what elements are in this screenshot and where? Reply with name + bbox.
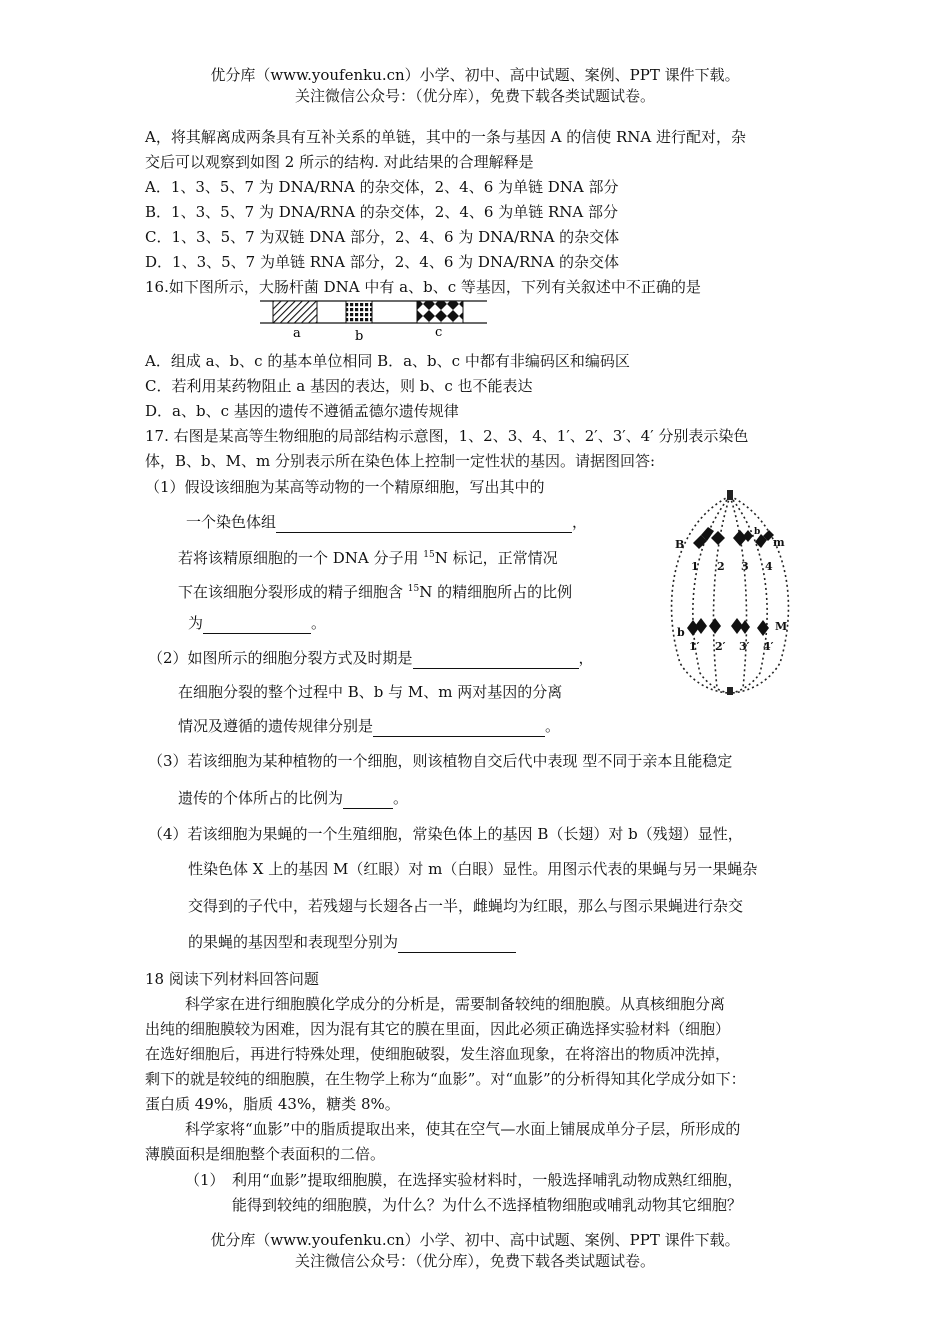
chrom-num-3p: 3′ (739, 640, 750, 653)
q15-option-b: B．1、3、5、7 为 DNA/RNA 的杂交体，2、4、6 为单链 RNA 部分 (145, 203, 618, 221)
q18-para1-line5: 蛋白质 49%，脂质 43%，糖类 8%。 (145, 1095, 400, 1113)
top-centrosome (727, 490, 733, 500)
q17-part3-b (178, 787, 408, 809)
footer-line-1: 优分库（www.youfenku.cn）小学、初中、高中试题、案例、PPT 课件下载。 (210, 1231, 740, 1249)
q18-title: 18 阅读下列材料回答问题 (145, 970, 319, 988)
q15-option-d: D．1、3、5、7 为单链 RNA 部分，2、4、6 为 DNA/RNA 的杂交体 (145, 253, 619, 271)
q17-part3-a: （3）若该细胞为某种植物的一个细胞，则该植物自交后代中表现 型不同于亲本且能稳定 (148, 752, 733, 770)
stable-ratio-blank[interactable] (343, 792, 393, 809)
q17-part1-c-pre: 若将该精原细胞的一个 DNA 分子用 (178, 549, 424, 567)
q17-part1-d-sup: 15 (407, 584, 420, 594)
q17-part4-d (188, 931, 516, 953)
q17-part1-d-pre: 下在该细胞分裂形成的精子细胞含 (178, 583, 408, 601)
q17-part4-c: 交得到的子代中，若残翅与长翅各占一半，雌蝇均为红眼，那么与图示果蝇进行杂交 (188, 897, 744, 915)
q17-part2-a-end: ， (578, 649, 594, 667)
q17-part2-b: 在细胞分裂的整个过程中 B、b 与 M、m 两对基因的分离 (178, 683, 563, 701)
ratio-blank[interactable] (203, 617, 311, 634)
q17-part4-a: （4）若该细胞为果蝇的一个生殖细胞，常染色体上的基因 B（长翅）对 b（残翅）显性， (148, 825, 743, 843)
chrom-num-1p: 1′ (689, 640, 700, 653)
gene-M-label: M (775, 620, 788, 633)
footer-line-2: 关注微信公众号：（优分库），免费下载各类试题试卷。 (294, 1252, 655, 1270)
q16-stem: 16.如下图所示，大肠杆菌 DNA 中有 a、b、c 等基因，下列有关叙述中不正确的是 (145, 278, 701, 296)
q17-part2-c (178, 715, 560, 737)
chromosome-set-blank[interactable] (276, 516, 572, 533)
q18-para2-line2: 薄膜面积是细胞整个表面积的二倍。 (145, 1145, 386, 1163)
q18-para1-line2: 出纯的细胞膜较为困难，因为混有其它的膜在里面，因此必须正确选择实验材料（细胞） (145, 1020, 731, 1038)
q17-part1-c-post: N 标记，正常情况 (434, 549, 558, 567)
q17-part2-c-end: 。 (545, 717, 561, 735)
q17-part1-d-post: N 的精细胞所占的比例 (419, 583, 573, 601)
q18-para2-line1: 科学家将“血影”中的脂质提取出来，使其在空气—水面上铺展成单分子层，所形成的 (185, 1120, 741, 1138)
chrom-num-1: 1 (691, 560, 699, 573)
q15-stem-2: 交后可以观察到如图 2 所示的结构. 对此结果的合理解释是 (145, 153, 534, 171)
gene-label-c: c (435, 325, 443, 340)
q18-para1-line3: 在选好细胞后，再进行特殊处理，使细胞破裂，发生溶血现象，在将溶出的物质冲洗掉， (145, 1045, 731, 1063)
q17-part1-e (188, 612, 326, 634)
separation-law-blank[interactable] (373, 720, 545, 737)
q17-part1-a: （1）假设该细胞为某高等动物的一个精原细胞，写出其中的 (145, 478, 545, 496)
q17-part2-c-text: 情况及遵循的遗传规律分别是 (178, 717, 374, 735)
q17-part3-b-text: 遗传的个体所占的比例为 (178, 789, 344, 807)
gene-b-block (346, 301, 372, 323)
genotype-phenotype-blank[interactable] (398, 936, 516, 953)
q17-part4-d-text: 的果蝇的基因型和表现型分别为 (188, 933, 399, 951)
q15-option-c: C．1、3、5、7 为双链 DNA 部分，2、4、6 为 DNA/RNA 的杂交体 (145, 228, 620, 246)
dna-gene-diagram (255, 298, 495, 344)
q17-part1-e-end: 。 (311, 614, 327, 632)
q17-part1-d (178, 578, 572, 603)
q17-part4-b: 性染色体 X 上的基因 M（红眼）对 m（白眼）显性。用图示代表的果蝇与另一果蝇杂 (188, 860, 758, 878)
q15-stem-1: A，将其解离成两条具有互补关系的单链，其中的一条与基因 A 的信使 RNA 进行配对，杂 (145, 128, 746, 146)
q17-part1-c (178, 544, 558, 569)
q17-part1-e-text: 为 (188, 614, 204, 632)
gene-b-top-label: b (754, 527, 761, 537)
q17-part1-b-text: 一个染色体组 (186, 513, 277, 531)
gene-b-label: b (677, 626, 685, 639)
chrom-num-4p: 4′ (763, 640, 774, 653)
gene-m-label: m (773, 536, 785, 549)
q17-part3-b-end: 。 (393, 789, 409, 807)
q17-stem-1: 17. 右图是某高等生物细胞的局部结构示意图，1、2、3、4、1′、2′、3′、4′ 分别表示染色 (145, 427, 749, 445)
header-line-1: 优分库（www.youfenku.cn）小学、初中、高中试题、案例、PPT 课件下载。 (210, 66, 740, 84)
division-stage-blank[interactable] (413, 652, 579, 669)
q17-part1-c-sup: 15 (423, 550, 435, 560)
gene-c-block (417, 301, 463, 323)
q18-para1-line4: 剩下的就是较纯的细胞膜，在生物学上称为“血影”。对“血影”的分析得知其化学成分如下： (145, 1070, 746, 1088)
gene-label-a: a (293, 326, 301, 341)
q18-sub1-line1: 利用“血影”提取细胞膜，在选择实验材料时，一般选择哺乳动物成熟红细胞， (232, 1171, 743, 1189)
q17-part1-b-end: ， (572, 513, 588, 531)
gene-label-b: b (355, 329, 364, 344)
q18-sub1-line2: 能得到较纯的细胞膜，为什么？为什么不选择植物细胞或哺乳动物其它细胞？ (232, 1196, 743, 1214)
q16-option-c: C．若利用某药物阻止 a 基因的表达，则 b、c 也不能表达 (145, 377, 533, 395)
gene-B-label: B (675, 538, 685, 551)
top-chromosomes (693, 527, 774, 549)
chrom-num-2: 2 (717, 560, 725, 573)
q18-para1-line1: 科学家在进行细胞膜化学成分的分析是，需要制备较纯的细胞膜。从真核细胞分离 (185, 995, 726, 1013)
header-line-2: 关注微信公众号：（优分库），免费下载各类试题试卷。 (294, 87, 655, 105)
q18-sub1-number: （1） (185, 1171, 225, 1189)
q17-part2-a-text: （2）如图所示的细胞分裂方式及时期是 (148, 649, 413, 667)
gene-a-block (273, 301, 317, 323)
q16-option-ab: A．组成 a、b、c 的基本单位相同 B．a、b、c 中都有非编码区和编码区 (145, 352, 630, 370)
cell-division-figure (655, 488, 805, 700)
bottom-chromosomes (687, 618, 769, 636)
chrom-num-4: 4 (765, 560, 773, 573)
q17-part1-b (186, 511, 587, 533)
q17-part2-a (148, 647, 594, 669)
q15-option-a: A．1、3、5、7 为 DNA/RNA 的杂交体，2、4、6 为单链 DNA 部分 (145, 178, 619, 196)
bottom-centrosome (727, 687, 733, 695)
q16-option-d: D．a、b、c 基因的遗传不遵循孟德尔遗传规律 (145, 402, 459, 420)
q17-stem-2: 体，B、b、M、m 分别表示所在染色体上控制一定性状的基因。请据图回答: (145, 452, 656, 470)
spindle-fibers (672, 496, 789, 693)
chrom-num-3: 3 (741, 560, 749, 573)
chrom-num-2p: 2′ (715, 640, 726, 653)
